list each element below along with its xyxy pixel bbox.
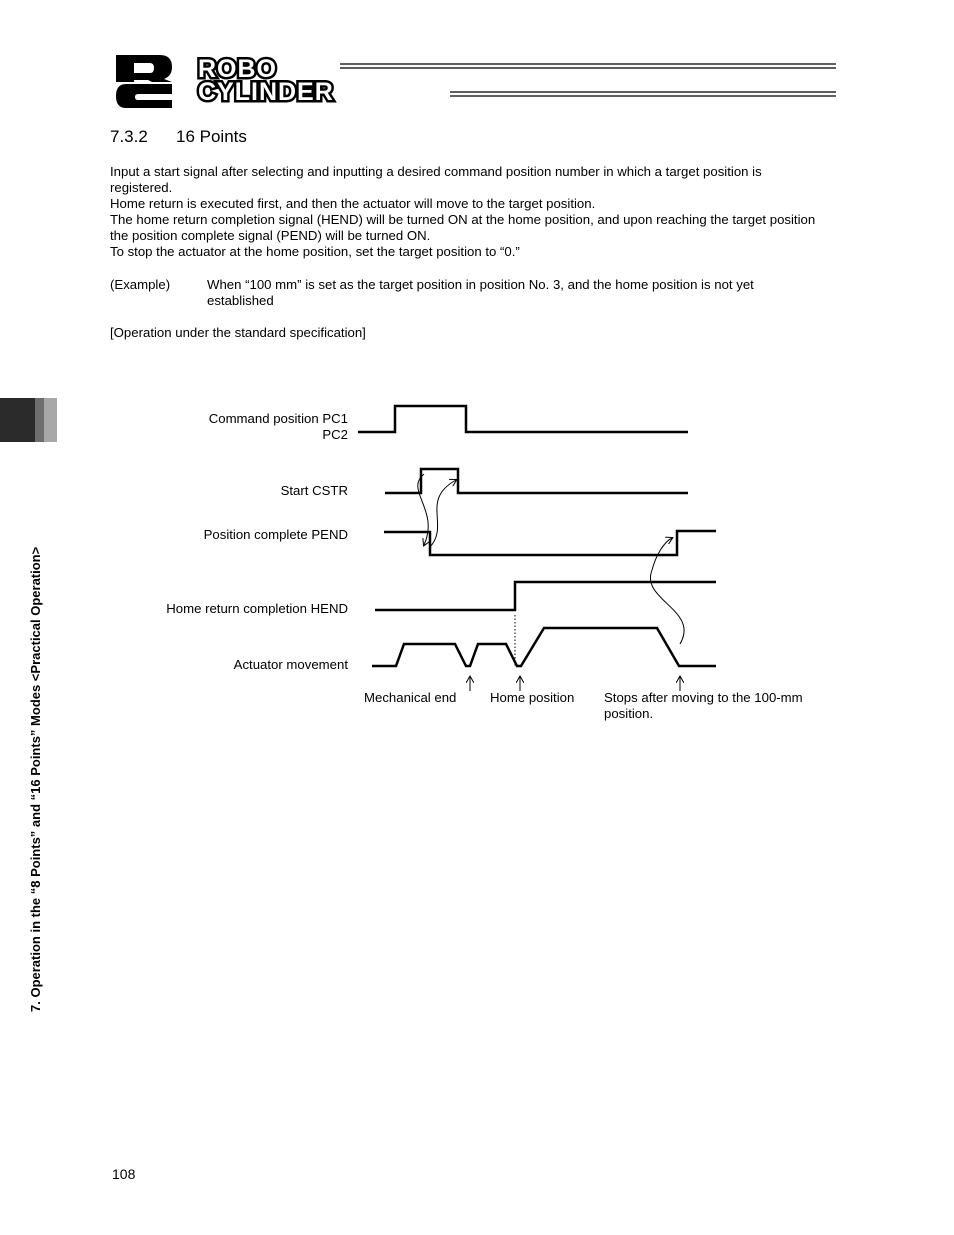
- page-number: 108: [112, 1166, 136, 1182]
- signal-label-pend: Position complete PEND: [203, 527, 348, 542]
- note-mechanical-end: Mechanical end: [364, 690, 457, 705]
- signal-label-move: Actuator movement: [233, 657, 348, 672]
- pc1-waveform: [358, 406, 688, 432]
- paragraph: Home return is executed first, and then the actuator will move to the target position.: [110, 196, 596, 211]
- signal-label-pc2: PC2: [322, 427, 348, 442]
- section-title: 16 Points: [176, 127, 247, 146]
- operation-label: [Operation under the standard specification]: [110, 325, 366, 340]
- signal-label-pc1: Command position PC1: [208, 411, 348, 426]
- chapter-tab: [0, 398, 57, 442]
- example-text: When “100 mm” is set as the target position in position No. 3, and the home position is not yet established: [207, 277, 754, 308]
- paragraph: The home return completion signal (HEND) will be turned ON at the home position, and upon reaching the target position the position complete signal (PEND) will be turned ON.: [110, 212, 816, 243]
- movement-waveform: [372, 628, 716, 666]
- example-label: (Example): [110, 277, 171, 292]
- section-number: 7.3.2: [110, 127, 148, 146]
- note-stop-position: Stops after moving to the 100-mm position.: [604, 690, 803, 721]
- logo-word-robo: ROBO: [198, 55, 277, 83]
- curve-cstr-to-pend: [418, 474, 428, 545]
- paragraph: Input a start signal after selecting and inputting a desired command position number in which a target position is registered.: [110, 164, 762, 195]
- paragraph: To stop the actuator at the home position, set the target position to “0.”: [110, 244, 520, 259]
- hend-waveform: [375, 582, 716, 610]
- signal-label-cstr: Start CSTR: [280, 483, 348, 498]
- cstr-waveform: [385, 469, 688, 493]
- curve-pend-to-cstr: [430, 480, 456, 547]
- note-home-position: Home position: [490, 690, 575, 705]
- signal-label-hend: Home return completion HEND: [166, 601, 348, 616]
- chapter-sidebar-text: 7. Operation in the “8 Points” and “16 Points” Modes <Practical Operation>: [28, 546, 43, 1012]
- logo-word-cylinder: CYLINDER: [198, 78, 334, 106]
